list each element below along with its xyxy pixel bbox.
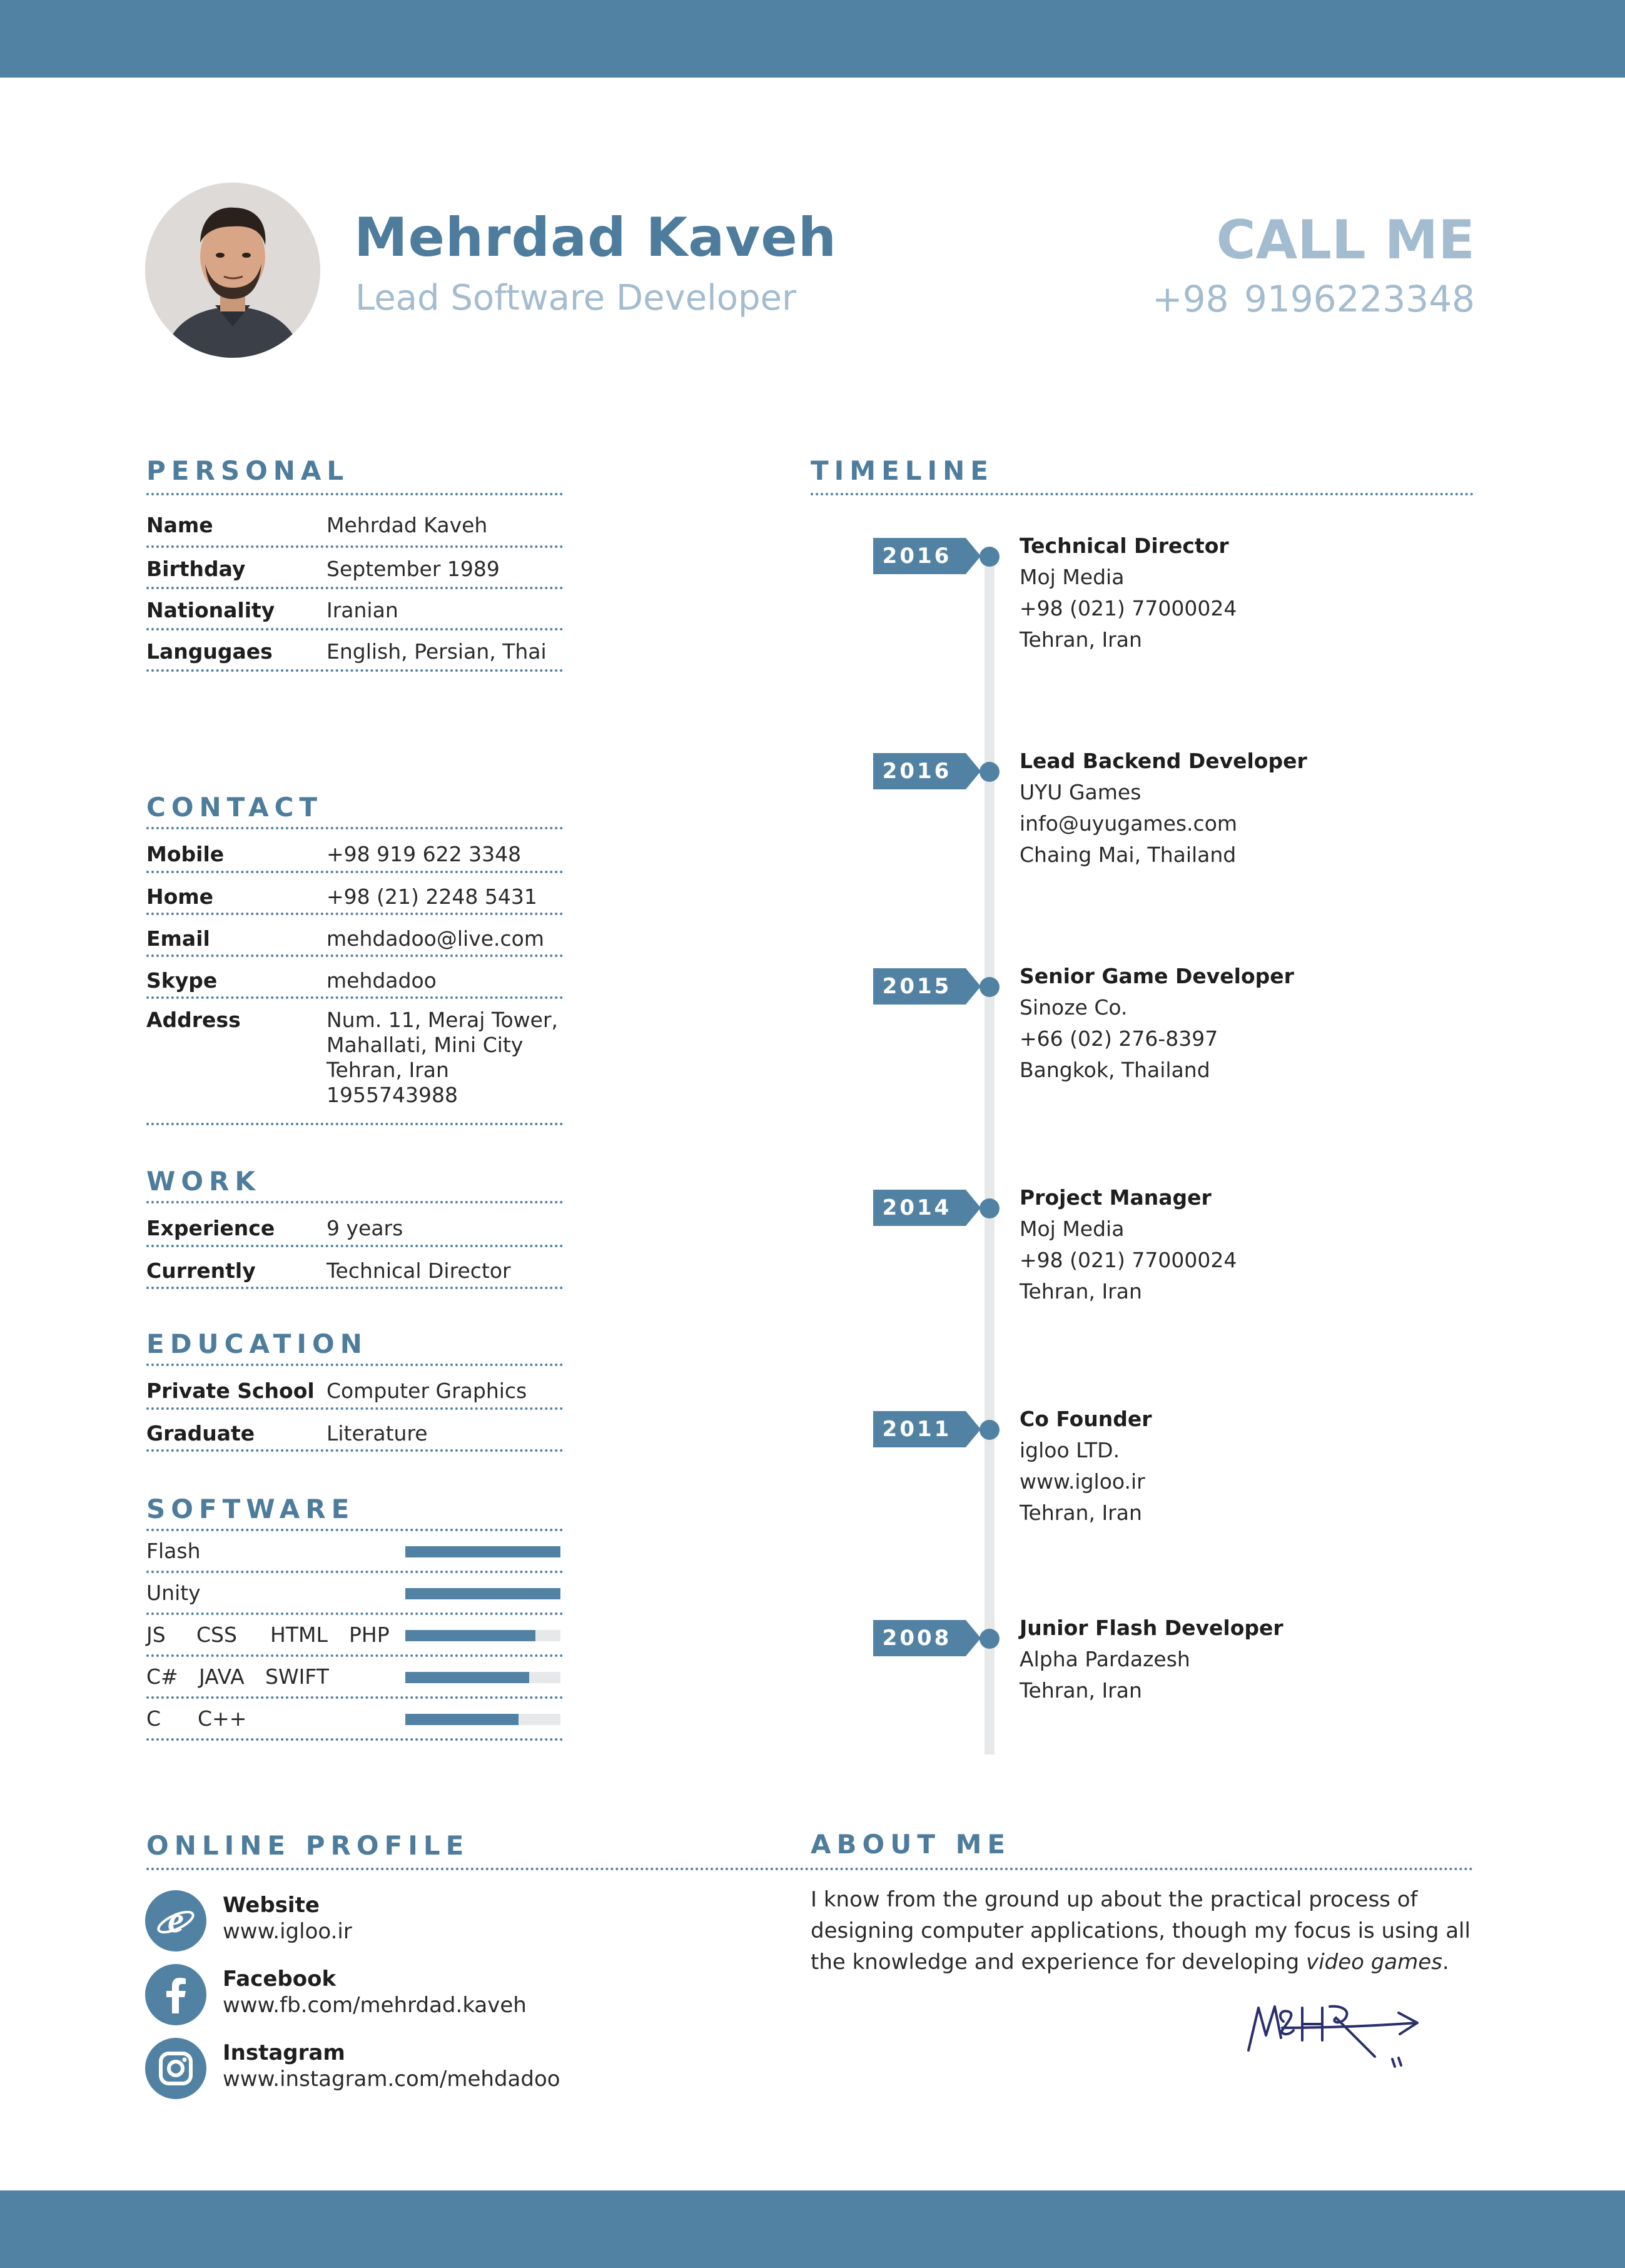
skill-bar-fill	[405, 1672, 529, 1683]
contact-label: Skype	[146, 968, 218, 993]
timeline-role: Junior Flash Developer	[1020, 1616, 1283, 1640]
timeline-role: Co Founder	[1020, 1407, 1152, 1431]
top-banner	[0, 0, 1625, 78]
software-list	[146, 1531, 563, 1741]
education-label: Graduate	[146, 1421, 255, 1445]
instagram-icon	[145, 2038, 206, 2099]
about-heading: ABOUT ME	[811, 1829, 1011, 1860]
contact-value: +98 919 622 3348	[327, 842, 522, 866]
contact-row	[146, 829, 563, 873]
contact-label: Email	[146, 926, 210, 951]
software-name: PHP	[349, 1623, 390, 1647]
timeline-line: www.igloo.ir	[1020, 1469, 1145, 1494]
personal-value: English, Persian, Thai	[327, 639, 547, 664]
contact-label: Mobile	[146, 842, 225, 866]
software-name: C++	[198, 1706, 247, 1731]
education-row	[146, 1410, 563, 1452]
year-badge: 2015	[873, 968, 966, 1005]
software-name: JAVA	[199, 1664, 245, 1689]
timeline-details	[1020, 746, 1307, 871]
work-heading: WORK	[146, 1166, 261, 1197]
call-me-phone: +98 9196223348	[1152, 278, 1475, 320]
timeline-line: +66 (02) 276-8397	[1020, 1026, 1218, 1051]
signature	[1245, 1989, 1420, 2070]
software-name: JS	[146, 1623, 166, 1647]
call-me-heading: CALL ME	[1216, 209, 1475, 271]
about-text-main: I know from the ground up about the practical process of designing computer applications, though my focus is using all the knowledge and experience for developing	[811, 1887, 1471, 1975]
work-table	[146, 1203, 563, 1289]
timeline-details	[1020, 530, 1237, 656]
skill-bar	[405, 1588, 560, 1599]
software-name: C#	[146, 1664, 178, 1689]
online-profile-heading: ONLINE PROFILE	[146, 1830, 470, 1861]
timeline-dot	[980, 1629, 1000, 1649]
year-badge: 2016	[873, 538, 966, 574]
contact-label: Address	[146, 1008, 241, 1032]
timeline-line: Sinoze Co.	[1020, 995, 1128, 1020]
software-row	[146, 1531, 563, 1573]
personal-row	[146, 548, 563, 589]
skill-bar-fill	[405, 1546, 560, 1557]
timeline-line: Tehran, Iran	[1020, 1279, 1142, 1304]
website-label: Website	[223, 1893, 320, 1918]
timeline-dot	[980, 977, 1000, 997]
website-link[interactable]	[145, 1890, 708, 1953]
work-label: Currently	[146, 1258, 256, 1283]
timeline-role: Project Manager	[1020, 1185, 1212, 1210]
personal-label: Langugaes	[146, 639, 273, 664]
timeline-dot	[980, 1198, 1000, 1218]
timeline-details	[1020, 1182, 1237, 1307]
about-text-end: .	[1442, 1950, 1449, 1975]
contact-row	[146, 873, 563, 915]
work-row	[146, 1203, 563, 1247]
education-value: Literature	[327, 1421, 428, 1445]
candidate-name: Mehrdad Kaveh	[354, 206, 837, 269]
skill-bar-fill	[405, 1630, 535, 1641]
personal-value: Iranian	[327, 598, 398, 622]
timeline-details	[1020, 961, 1294, 1086]
software-name: SWIFT	[265, 1664, 329, 1689]
candidate-title: Lead Software Developer	[355, 278, 797, 318]
year-badge: 2011	[873, 1411, 966, 1447]
contact-value: mehdadoo@live.com	[327, 926, 544, 951]
contact-value: mehdadoo	[327, 968, 437, 993]
timeline-line: Moj Media	[1020, 565, 1125, 589]
personal-row	[146, 589, 563, 630]
work-value: Technical Director	[327, 1258, 511, 1283]
year-badge: 2016	[873, 753, 966, 789]
instagram-label: Instagram	[223, 2040, 345, 2065]
timeline-role: Technical Director	[1020, 534, 1229, 558]
education-heading: EDUCATION	[146, 1329, 368, 1359]
timeline-line: Tehran, Iran	[1020, 1678, 1142, 1703]
timeline-dot	[980, 547, 1000, 567]
skill-bar-fill	[405, 1714, 519, 1725]
contact-row	[146, 915, 563, 957]
software-name: CSS	[196, 1623, 237, 1647]
timeline-line: +98 (021) 77000024	[1020, 1248, 1237, 1272]
personal-row	[146, 630, 563, 672]
work-label: Experience	[146, 1216, 275, 1240]
contact-label: Home	[146, 884, 214, 909]
timeline-track	[985, 550, 995, 1754]
personal-label: Birthday	[146, 557, 246, 581]
website-url: www.igloo.ir	[223, 1919, 352, 1944]
timeline-heading: TIMELINE	[811, 455, 994, 486]
skill-bar-fill	[405, 1588, 560, 1599]
personal-divider	[146, 493, 563, 495]
contact-heading: CONTACT	[146, 792, 323, 823]
timeline-line: Chaing Mai, Thailand	[1020, 843, 1237, 867]
contact-row	[146, 999, 563, 1125]
year-badge: 2008	[873, 1620, 966, 1656]
timeline-role: Senior Game Developer	[1020, 964, 1294, 988]
personal-label: Name	[146, 513, 213, 537]
year-badge: 2014	[873, 1190, 966, 1226]
bottom-divider	[146, 1868, 1474, 1870]
education-row	[146, 1366, 563, 1410]
personal-label: Nationality	[146, 598, 275, 622]
facebook-url: www.fb.com/mehrdad.kaveh	[223, 1993, 527, 2018]
software-name: C	[146, 1706, 161, 1731]
timeline-dot	[980, 1420, 1000, 1440]
skill-bar	[405, 1672, 560, 1683]
personal-value: Mehrdad Kaveh	[327, 513, 488, 537]
software-row	[146, 1615, 563, 1657]
education-table	[146, 1366, 563, 1452]
timeline-line: info@uyugames.com	[1020, 811, 1238, 836]
svg-text:e: e	[168, 1901, 184, 1940]
about-text	[811, 1884, 1480, 1978]
software-row	[146, 1657, 563, 1699]
timeline-line: igloo LTD.	[1020, 1438, 1120, 1462]
timeline-details	[1020, 1404, 1152, 1529]
timeline-divider	[811, 493, 1474, 495]
profile-photo	[145, 183, 320, 358]
contact-table	[146, 829, 563, 1125]
personal-row	[146, 507, 563, 548]
timeline-dot	[980, 762, 1000, 782]
timeline-line: Alpha Pardazesh	[1020, 1647, 1190, 1671]
personal-heading: PERSONAL	[146, 455, 350, 486]
timeline-line: Tehran, Iran	[1020, 627, 1142, 652]
software-row	[146, 1699, 563, 1741]
facebook-link[interactable]	[145, 1964, 708, 2027]
timeline-line: Bangkok, Thailand	[1020, 1058, 1210, 1082]
work-value: 9 years	[327, 1216, 403, 1240]
timeline-details	[1020, 1612, 1283, 1706]
timeline-role: Lead Backend Developer	[1020, 749, 1307, 773]
instagram-url: www.instagram.com/mehdadoo	[223, 2067, 560, 2092]
about-text-emphasis: video games	[1306, 1950, 1442, 1975]
timeline-line: +98 (021) 77000024	[1020, 596, 1237, 620]
contact-value: +98 (21) 2248 5431	[327, 884, 537, 909]
skill-bar	[405, 1630, 560, 1641]
timeline-line: Moj Media	[1020, 1217, 1125, 1241]
internet-explorer-icon	[145, 1890, 206, 1952]
software-name: Flash	[146, 1539, 201, 1563]
instagram-link[interactable]	[145, 2038, 708, 2100]
skill-bar	[405, 1714, 560, 1725]
contact-row	[146, 957, 563, 999]
education-value: Computer Graphics	[327, 1379, 527, 1403]
skill-bar	[405, 1546, 560, 1557]
software-name: Unity	[146, 1581, 201, 1605]
facebook-icon	[145, 1964, 206, 2025]
education-label: Private School	[146, 1379, 315, 1403]
timeline-line: Tehran, Iran	[1020, 1501, 1142, 1525]
software-row	[146, 1573, 563, 1615]
work-row	[146, 1247, 563, 1289]
timeline-line: UYU Games	[1020, 780, 1142, 804]
personal-table	[146, 507, 563, 672]
personal-value: September 1989	[327, 557, 500, 581]
contact-value: Num. 11, Meraj Tower, Mahallati, Mini City Tehran, Iran 1955743988	[327, 1008, 559, 1107]
software-heading: SOFTWARE	[146, 1494, 355, 1524]
bottom-banner	[0, 2190, 1625, 2268]
software-name: HTML	[270, 1623, 328, 1647]
facebook-label: Facebook	[223, 1967, 337, 1992]
